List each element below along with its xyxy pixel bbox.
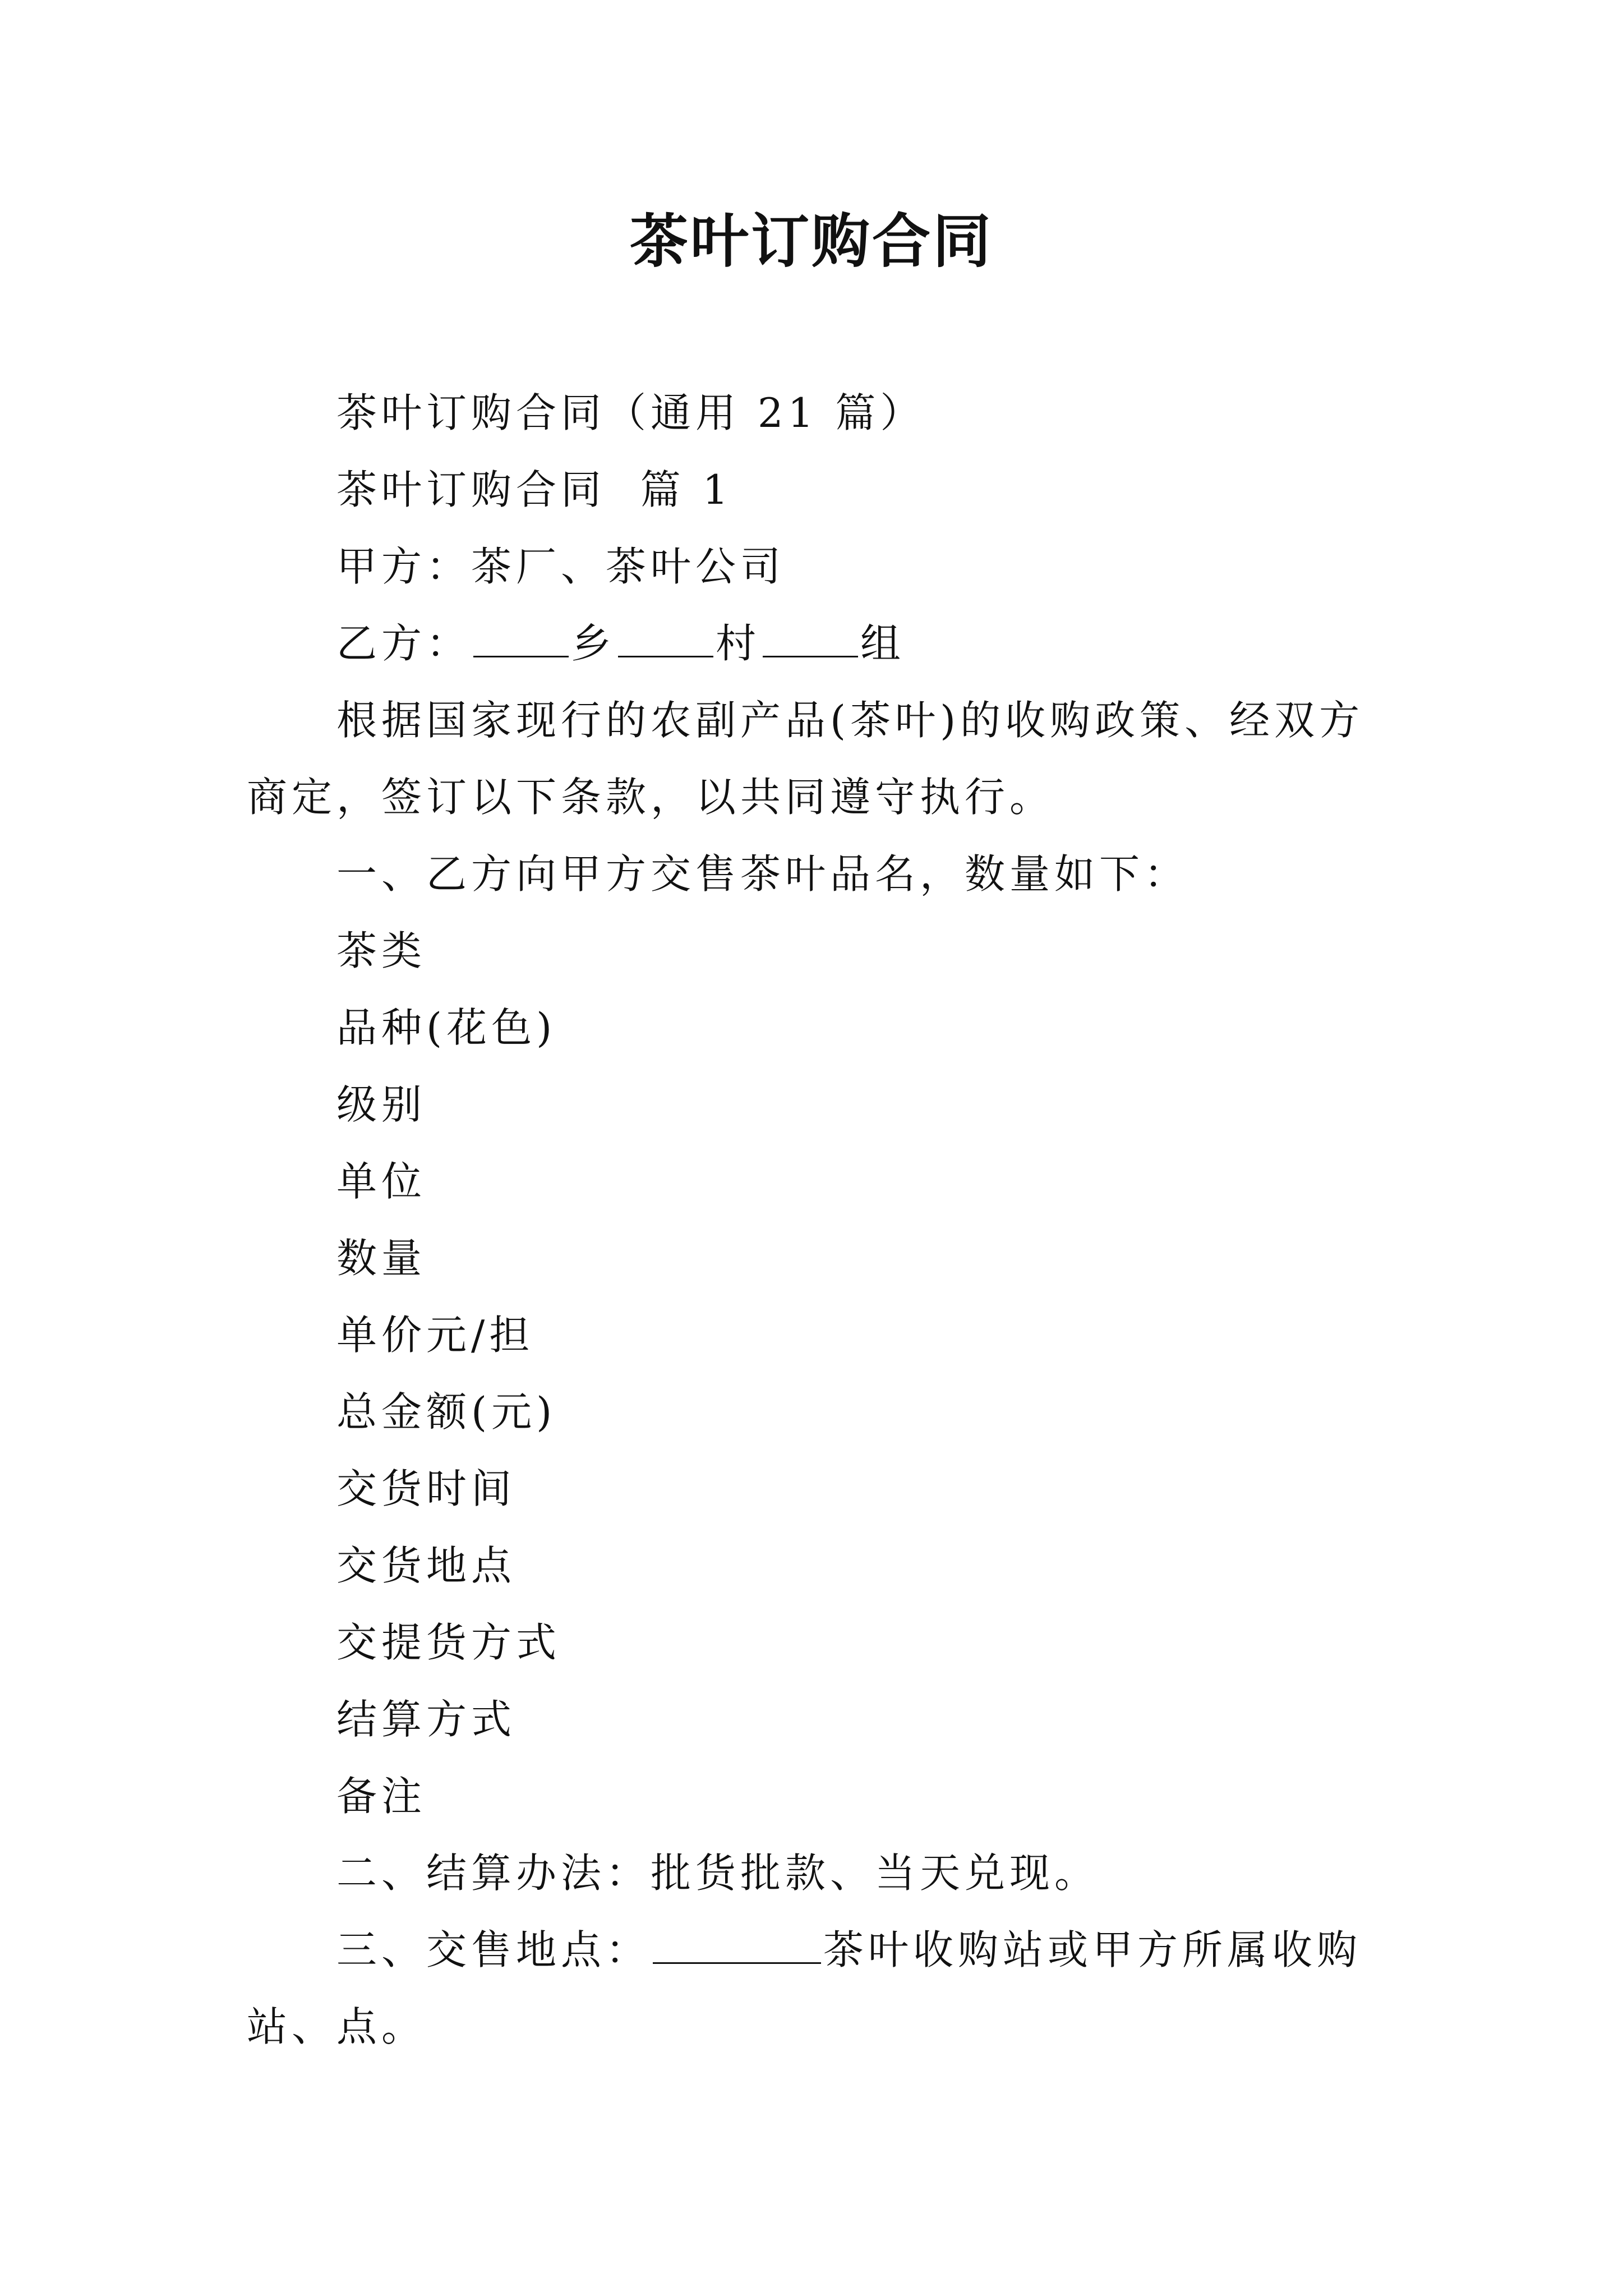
document-title: 茶叶订购合同 bbox=[629, 206, 993, 275]
item-quantity: 数量 bbox=[336, 1235, 427, 1282]
item-delivery-time: 交货时间 bbox=[336, 1465, 517, 1512]
item-unit: 单位 bbox=[336, 1158, 427, 1205]
blank-line bbox=[473, 623, 569, 657]
item-total-amount: 总金额(元) bbox=[336, 1388, 557, 1435]
intro-paragraph: 根据国家现行的农副产品(茶叶)的收购政策、经双方商定，签订以下条款，以共同遵守执行。 bbox=[247, 697, 1364, 821]
blank-line bbox=[653, 1930, 821, 1964]
clause-3 bbox=[247, 1912, 1391, 2065]
item-tea-type: 茶类 bbox=[336, 927, 427, 974]
clause-3-text: 茶叶收购站或甲方所属收购站、点。 bbox=[247, 1926, 1362, 2050]
township-label: 乡 bbox=[571, 620, 616, 667]
party-a-line: 甲方：茶厂、茶叶公司 bbox=[336, 543, 786, 590]
party-b-label: 乙方： bbox=[336, 620, 472, 667]
blank-line bbox=[618, 623, 713, 657]
party-b-line bbox=[247, 605, 1391, 682]
clause-1: 一、乙方向甲方交售茶叶品名，数量如下： bbox=[336, 850, 1189, 898]
item-grade: 级别 bbox=[336, 1081, 427, 1128]
section-heading: 茶叶订购合同 篇 1 bbox=[336, 466, 733, 513]
blank-line bbox=[763, 623, 858, 657]
item-delivery-method: 交提货方式 bbox=[336, 1619, 561, 1666]
clause-3-label: 三、交售地点： bbox=[336, 1926, 651, 1973]
group-label: 组 bbox=[860, 620, 906, 667]
village-label: 村 bbox=[716, 620, 761, 667]
item-unit-price: 单价元/担 bbox=[336, 1312, 534, 1359]
clause-2: 二、结算办法：批货批款、当天兑现。 bbox=[336, 1849, 1100, 1897]
item-delivery-place: 交货地点 bbox=[336, 1542, 517, 1589]
item-variety: 品种(花色) bbox=[336, 1004, 557, 1051]
subtitle-line: 茶叶订购合同（通用 21 篇） bbox=[336, 389, 925, 436]
item-settlement-method: 结算方式 bbox=[336, 1696, 517, 1743]
document-body bbox=[247, 375, 1391, 2065]
item-remarks: 备注 bbox=[336, 1773, 427, 1820]
